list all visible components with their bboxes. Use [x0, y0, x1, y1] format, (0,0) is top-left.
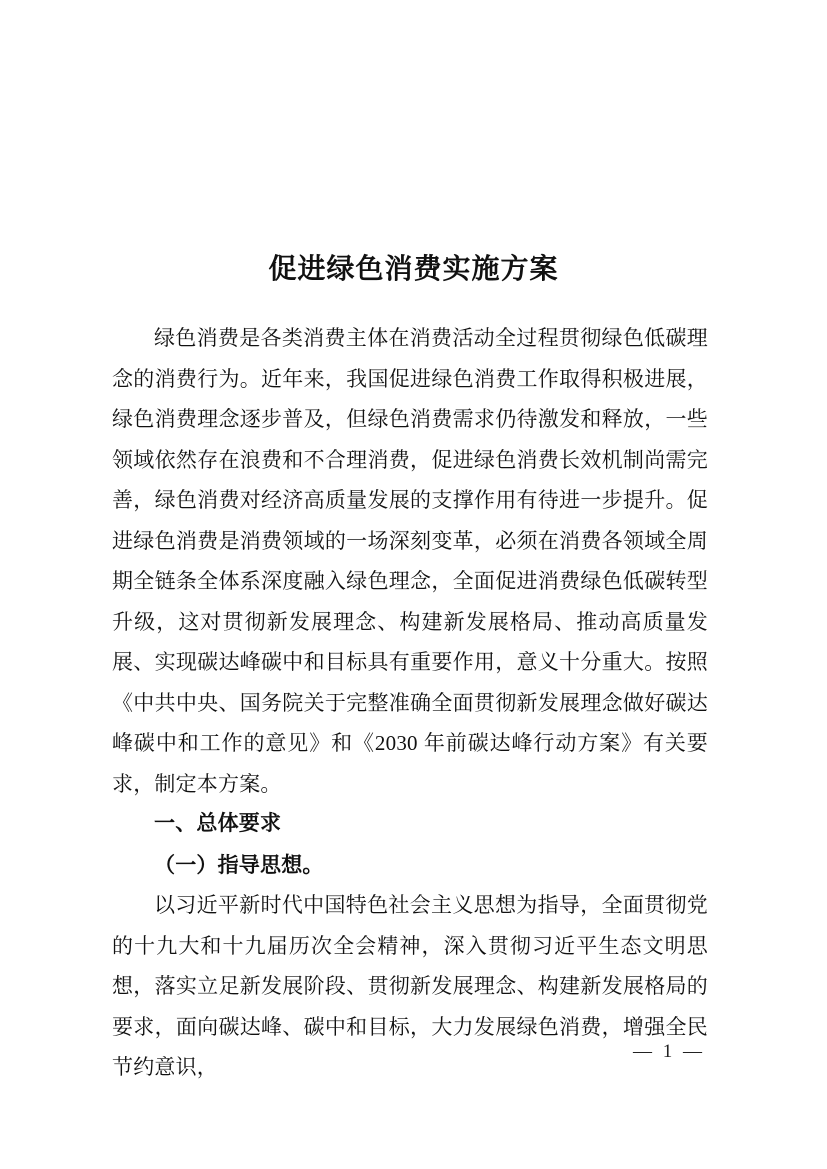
page-number: — 1 —	[633, 1041, 705, 1062]
document-body	[112, 318, 708, 1088]
paragraph-intro: 绿色消费是各类消费主体在消费活动全过程贯彻绿色低碳理念的消费行为。近年来，我国促进绿色消费工作取得积极进展，绿色消费理念逐步普及，但绿色消费需求仍待激发和释放，一些领域依然存在浪费和不合理消费，促进绿色消费长效机制尚需完善，绿色消费对经济高质量发展的支撑作用有待进一步提升。促进绿色消费是消费领域的一场深刻变革，必须在消费各领域全周期全链条全体系深度融入绿色理念，全面促进消费绿色低碳转型升级，这对贯彻新发展理念、构建新发展格局、推动高质量发展、实现碳达峰碳中和目标具有重要作用，意义十分重大。按照《中共中央、国务院关于完整准确全面贯彻新发展理念做好碳达峰碳中和工作的意见》和《2030 年前碳达峰行动方案》有关要求，制定本方案。	[112, 326, 708, 796]
sub-heading-guiding-ideology: （一）指导思想。	[154, 851, 324, 877]
section-heading-overall-requirements: 一、总体要求	[154, 812, 282, 835]
paragraph-guiding-ideology: 以习近平新时代中国特色社会主义思想为指导，全面贯彻党的十九大和十九届历次全会精神，深入贯彻习近平生态文明思想，落实立足新发展阶段、贯彻新发展理念、构建新发展格局的要求，面向碳达峰、碳中和目标，大力发展绿色消费，增强全民节约意识，	[112, 893, 708, 1079]
document-title	[0, 253, 827, 287]
document-title-text: 促进绿色消费实施方案	[268, 253, 559, 285]
